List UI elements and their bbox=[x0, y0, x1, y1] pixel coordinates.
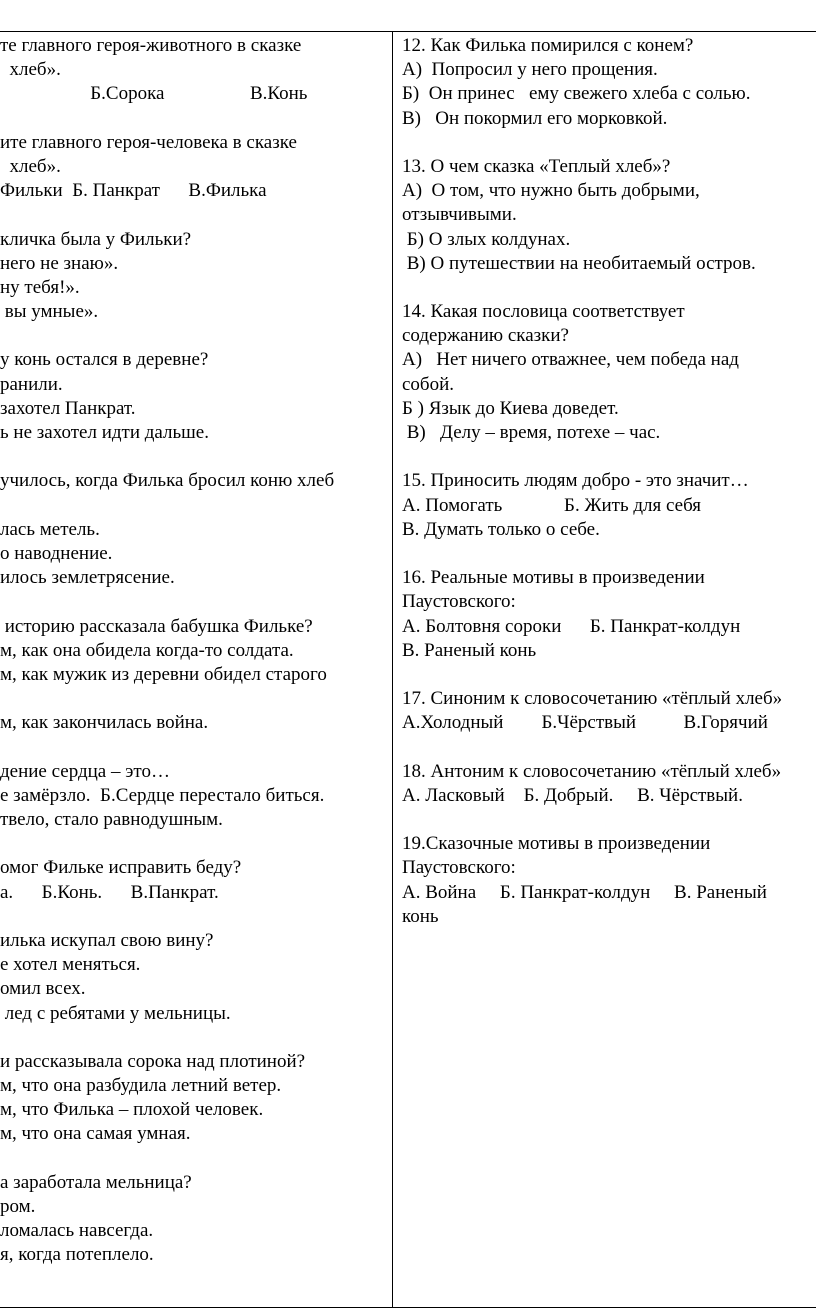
text-line: те главного героя-животного в сказке bbox=[0, 35, 302, 56]
text-line: Б) Он принес ему свежего хлеба с солью. bbox=[402, 83, 751, 105]
text-line bbox=[402, 542, 816, 566]
text-line: м, что Филька – плохой человек. bbox=[0, 1099, 264, 1121]
text-line: А. Ласковый Б. Добрый. В. Чёрствый. bbox=[402, 784, 743, 806]
text-line: я, когда потеплело. bbox=[0, 1244, 154, 1266]
text-line bbox=[402, 276, 816, 300]
text-line: В. Раненый конь bbox=[402, 639, 537, 661]
text-line: историю рассказала бабушка Фильке? bbox=[0, 615, 313, 637]
text-line: В. Думать только о себе. bbox=[402, 518, 600, 540]
text-line: дение сердца – это… bbox=[0, 760, 170, 782]
text-line: м, как закончилась война. bbox=[0, 712, 209, 734]
text-line: В) О путешествии на необитаемый остров. bbox=[402, 252, 756, 274]
text-line bbox=[0, 905, 392, 929]
text-line bbox=[402, 663, 816, 687]
text-line: лед с ребятами у мельницы. bbox=[0, 1002, 231, 1024]
text-line: вы умные». bbox=[0, 301, 99, 323]
text-line: А) Нет ничего отважнее, чем победа над bbox=[402, 349, 739, 371]
text-line: А. Помогать Б. Жить для себя bbox=[402, 494, 702, 516]
text-line bbox=[402, 808, 816, 832]
text-line: Паустовского: bbox=[402, 591, 516, 613]
text-line bbox=[0, 107, 392, 131]
left-question-column bbox=[0, 34, 392, 1268]
text-line: А. Война Б. Панкрат-колдун В. Раненый bbox=[402, 881, 767, 903]
text-line: Б) О злых колдунах. bbox=[402, 228, 571, 250]
text-line: о наводнение. bbox=[0, 542, 113, 564]
text-line bbox=[0, 445, 392, 469]
text-line bbox=[0, 735, 392, 759]
text-line: хлеб». bbox=[0, 59, 61, 81]
text-line: Б.Сорока В.Конь bbox=[0, 83, 308, 105]
text-line bbox=[0, 203, 392, 227]
text-line: собой. bbox=[402, 373, 455, 395]
column-divider bbox=[392, 31, 393, 1308]
text-line: В) Он покормил его морковкой. bbox=[402, 107, 668, 129]
text-line: 19.Сказочные мотивы в произведении bbox=[402, 833, 711, 855]
text-line: А) Попросил у него прощения. bbox=[402, 59, 658, 81]
text-line: В) Делу – время, потехе – час. bbox=[402, 422, 661, 443]
text-line: А.Холодный Б.Чёрствый В.Горячий bbox=[402, 712, 768, 734]
right-question-column bbox=[402, 34, 816, 929]
text-line: и рассказывала сорока над плотиной? bbox=[0, 1050, 306, 1072]
text-line: твело, стало равнодушным. bbox=[0, 809, 223, 830]
text-line: а заработала мельница? bbox=[0, 1171, 192, 1193]
text-line: 17. Синоним к словосочетанию «тёплый хлеб» bbox=[402, 688, 783, 710]
text-line: ите главного героя-человека в сказке bbox=[0, 131, 297, 153]
text-line: е хотел меняться. bbox=[0, 954, 141, 976]
text-line: Фильки Б. Панкрат В.Филька bbox=[0, 180, 267, 202]
text-line: 15. Приносить людям добро - это значит… bbox=[402, 470, 749, 492]
text-line: Паустовского: bbox=[402, 857, 516, 879]
text-line: 16. Реальные мотивы в произведении bbox=[402, 567, 705, 589]
text-line: 18. Антоним к словосочетанию «тёплый хлеб» bbox=[402, 760, 782, 782]
text-line: отзывчивыми. bbox=[402, 204, 517, 226]
text-line: него не знаю». bbox=[0, 252, 119, 274]
table-top-border bbox=[0, 31, 816, 32]
text-line: кличка была у Фильки? bbox=[0, 228, 192, 250]
text-line: м, как мужик из деревни обидел старого bbox=[0, 663, 327, 685]
text-line: ломалась навсегда. bbox=[0, 1220, 154, 1242]
text-line bbox=[402, 445, 816, 469]
text-line: м, что она разбудила летний ветер. bbox=[0, 1075, 282, 1097]
text-line: илось землетрясение. bbox=[0, 567, 175, 589]
text-line: конь bbox=[402, 905, 439, 927]
text-line bbox=[0, 687, 392, 711]
text-line bbox=[0, 494, 392, 518]
table-bottom-border bbox=[0, 1307, 816, 1308]
text-line: омил всех. bbox=[0, 978, 86, 1000]
text-line bbox=[0, 1147, 392, 1171]
text-line: а. Б.Конь. В.Панкрат. bbox=[0, 881, 219, 903]
text-line: ранили. bbox=[0, 373, 63, 395]
text-line bbox=[0, 590, 392, 614]
text-line: училось, когда Филька бросил коню хлеб bbox=[0, 470, 335, 492]
text-line: ну тебя!». bbox=[0, 276, 80, 298]
text-line: 12. Как Филька помирился с конем? bbox=[402, 35, 694, 56]
text-line bbox=[0, 832, 392, 856]
text-line bbox=[0, 1026, 392, 1050]
text-line: м, что она самая умная. bbox=[0, 1123, 191, 1145]
text-line: ром. bbox=[0, 1196, 36, 1217]
text-line: А. Болтовня сороки Б. Панкрат-колдун bbox=[402, 615, 741, 637]
text-line: 13. О чем сказка «Теплый хлеб»? bbox=[402, 155, 671, 177]
text-line: ь не захотел идти дальше. bbox=[0, 422, 209, 443]
text-line: е замёрзло. Б.Сердце перестало биться. bbox=[0, 784, 325, 806]
text-line: захотел Панкрат. bbox=[0, 397, 136, 419]
text-line: А) О том, что нужно быть добрыми, bbox=[402, 180, 700, 202]
text-line: у конь остался в деревне? bbox=[0, 349, 209, 371]
text-line: хлеб». bbox=[0, 155, 61, 177]
text-line: содержанию сказки? bbox=[402, 325, 569, 347]
text-line: омог Фильке исправить беду? bbox=[0, 857, 242, 879]
text-line: м, как она обидела когда-то солдата. bbox=[0, 639, 294, 661]
text-line bbox=[402, 735, 816, 759]
text-line: лась метель. bbox=[0, 518, 100, 540]
text-line bbox=[402, 131, 816, 155]
text-line bbox=[0, 324, 392, 348]
text-line: Б ) Язык до Киева доведет. bbox=[402, 397, 619, 419]
text-line: илька искупал свою вину? bbox=[0, 929, 214, 951]
text-line: 14. Какая пословица соответствует bbox=[402, 301, 685, 323]
